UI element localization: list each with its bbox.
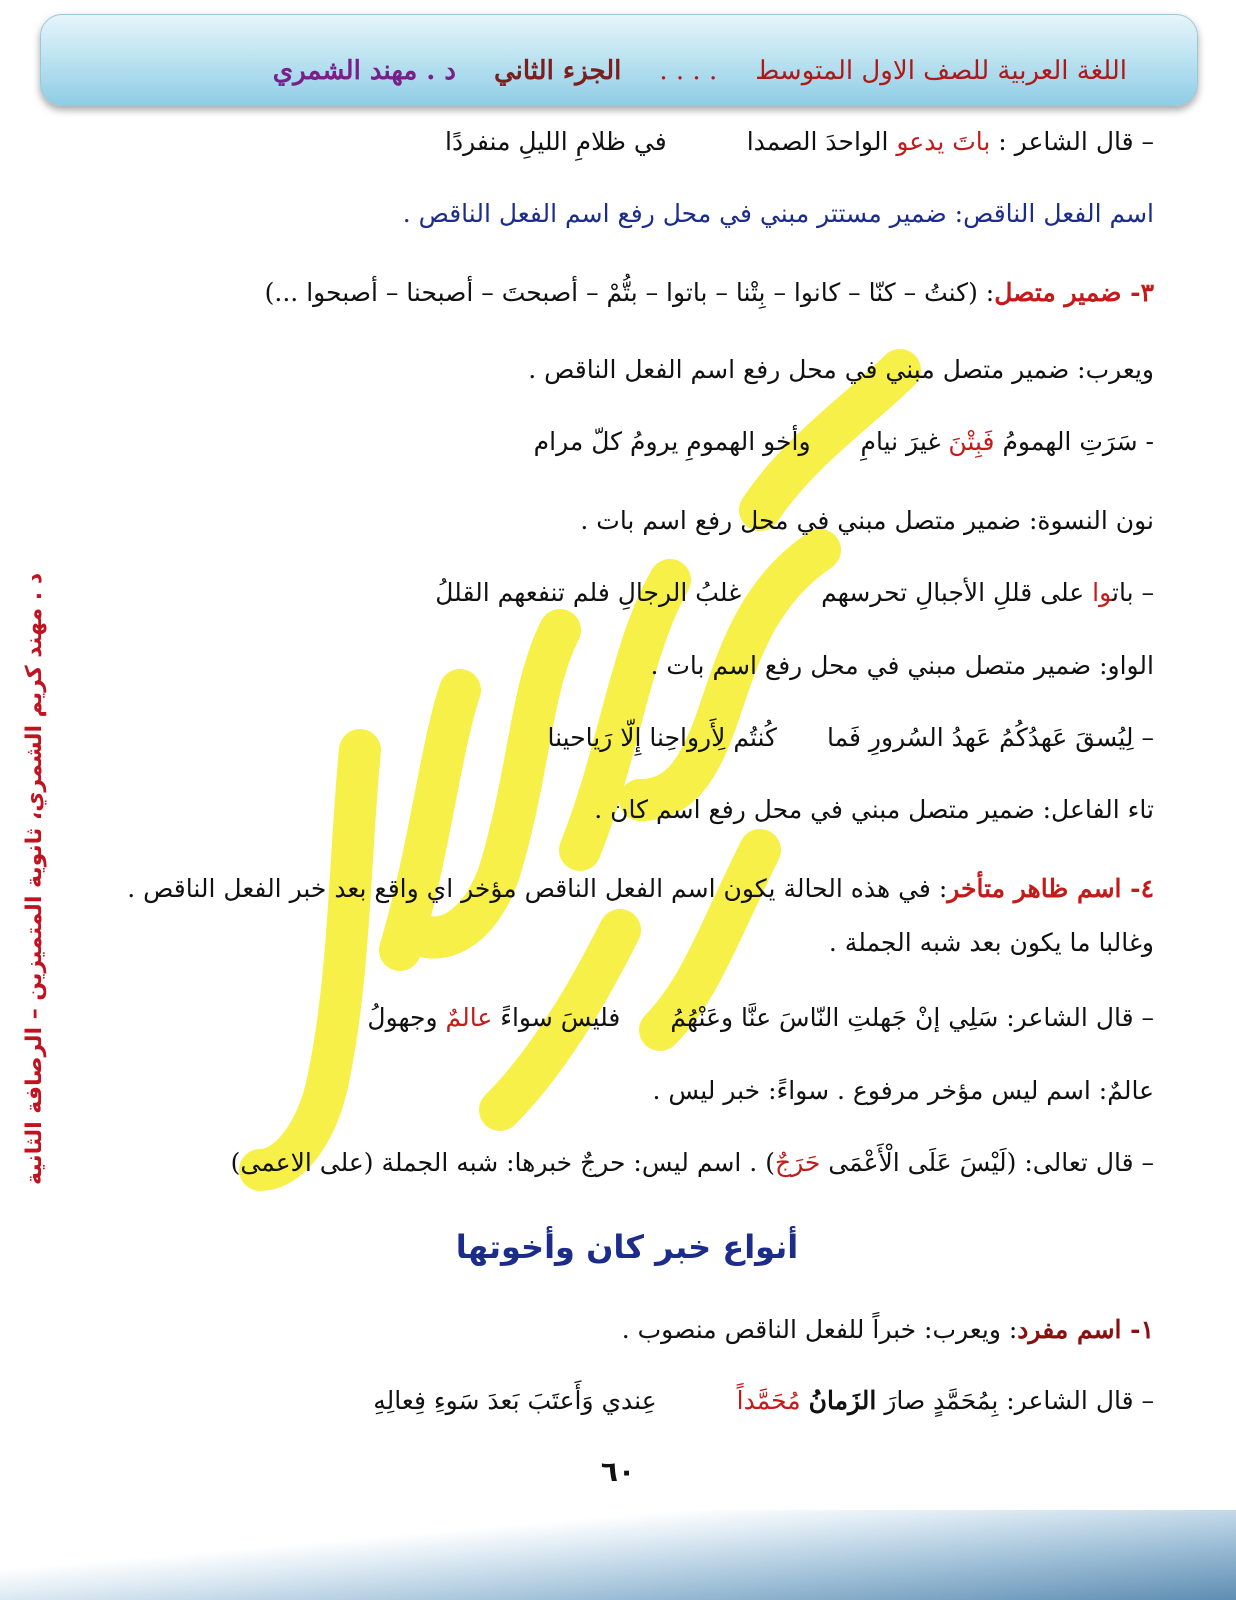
poem-line-2: [100, 424, 1154, 460]
text-fragment: - سَرَتِ الهمومُ: [994, 427, 1154, 456]
page-content: [100, 0, 1154, 1500]
poem-line-4: [100, 720, 1154, 756]
paragraph-6: وغالبا ما يكون بعد شبه الجملة .: [828, 928, 1154, 957]
text-fragment: – قال الشاعر: بِمُحَمَّدٍ صارَ: [876, 1386, 1154, 1415]
header-author: د . مهند الشمري: [272, 56, 456, 86]
paragraph-4: الواو: ضمير متصل مبني في محل رفع اسم بات .: [650, 651, 1154, 680]
text-fragment: : في هذه الحالة يكون اسم الفعل الناقص مؤخر اي واقع بعد خبر الفعل الناقص .: [127, 874, 948, 903]
text-fragment: : ويعرب: خبراً للفعل الناقص منصوب .: [621, 1315, 1018, 1344]
section-3-line: [100, 275, 1154, 311]
paragraph-7: عالمٌ: اسم ليس مؤخر مرفوع . سواءً: خبر ليس .: [652, 1076, 1154, 1105]
highlight-text: حَرَجٌ: [774, 1148, 821, 1177]
text-fragment: عِندي وَأَعتَبَ بَعدَ سَوءِ فِعالِهِ: [373, 1386, 657, 1415]
header-subject: اللغة العربية للصف الاول المتوسط: [755, 56, 1127, 86]
text-fragment: على قللِ الأجبالِ تحرسهم: [821, 578, 1093, 607]
text-fragment: : (كنتُ – كنّا – كانوا – بِتْنا – باتوا – بتُّمْ – أصبحتَ – أصبحنا – أصبحوا ...): [264, 278, 995, 307]
text-fragment: وجهولُ: [367, 1003, 446, 1032]
text-fragment: [801, 1386, 809, 1415]
text-fragment: غيرَ نيامِ: [860, 427, 949, 456]
text-fragment: – قال الشاعر: سَلِي إنْ جَهلتِ النّاسَ عنَّا وعَنْهُمُ: [670, 1003, 1154, 1032]
highlight-text: وا: [1092, 578, 1113, 607]
section-4-line: [100, 871, 1154, 907]
highlight-text: مُحَمَّداً: [736, 1386, 801, 1415]
highlight-text: باتَ يدعو: [896, 127, 991, 156]
subsection-1-line: [100, 1312, 1154, 1348]
poem-line-6: [100, 1383, 1154, 1419]
text-fragment: في ظلامِ الليلِ منفردًا: [445, 127, 667, 156]
bold-text: الزَمانُ: [808, 1386, 877, 1415]
header-part: الجزء الثاني: [494, 56, 622, 86]
poem-line-1: [100, 124, 1154, 160]
paragraph-2: ويعرب: ضمير متصل مبني في محل رفع اسم الفعل الناقص .: [528, 355, 1154, 384]
poem-line-3: [100, 575, 1154, 611]
quran-line: [100, 1145, 1154, 1181]
section-title: ١- اسم مفرد: [1017, 1315, 1154, 1344]
text-fragment: فليسَ سواءً: [492, 1003, 621, 1032]
text-fragment: غلبُ الرجالِ فلم تنفعهم القللُ: [435, 578, 742, 607]
text-fragment: – قال الشاعر :: [990, 127, 1154, 156]
text-fragment: كُنتُم لِأَرواحِنا إِلّا رَياحينا: [547, 723, 777, 752]
text-fragment: – لِيُسقَ عَهدُكُمُ عَهدُ السُرورِ فَما: [826, 723, 1154, 752]
paragraph-5: تاء الفاعل: ضمير متصل مبني في محل رفع اسم كان .: [594, 795, 1154, 824]
text-fragment: ) . اسم ليس: حرجٌ خبرها: شبه الجملة (على الاعمى): [230, 1148, 775, 1177]
side-caption: د . مهند كريم الشمري، ثانوية المتميزين – الرصافة الثانية: [22, 572, 47, 1185]
text-fragment: وأخو الهمومِ يرومُ كلّ مرام: [533, 427, 811, 456]
paragraph-3: نون النسوة: ضمير متصل مبني في محل رفع اسم بات .: [580, 506, 1154, 535]
text-fragment: – قال تعالى: (لَيْسَ عَلَى الْأَعْمَى: [820, 1148, 1154, 1177]
section-heading: أنواع خبر كان وأخوتها: [455, 1228, 799, 1266]
paragraph-1: اسم الفعل الناقص: ضمير مستتر مبني في محل رفع اسم الفعل الناقص .: [402, 199, 1154, 228]
section-title: ٤- اسم ظاهر متأخر: [947, 874, 1154, 903]
poem-line-5: [100, 1000, 1154, 1036]
page-number: ٦٠: [600, 1455, 636, 1488]
text-fragment: – بات: [1112, 578, 1154, 607]
highlight-text: عالمٌ: [445, 1003, 493, 1032]
header-dots: . . . .: [659, 56, 718, 86]
highlight-text: فَبِتْنَ: [948, 427, 995, 456]
text-fragment: الواحدَ الصمدا: [746, 127, 897, 156]
section-title: ٣- ضمير متصل: [994, 278, 1154, 307]
footer-band: [0, 1510, 1236, 1600]
